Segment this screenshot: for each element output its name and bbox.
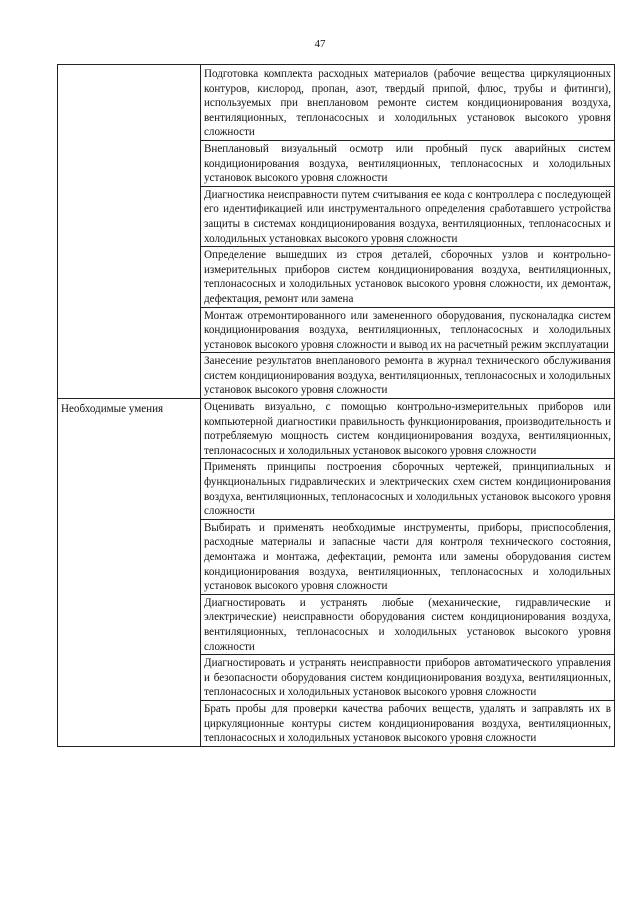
table-cell: Диагностировать и устранять неисправности приборов автоматического управления и безопасности оборудования систем кондиционирования воздуха, вентиляционных, теплонасосных и холодильных установок высокого уровня сложности xyxy=(201,655,615,701)
table-cell: Брать пробы для проверки качества рабочих веществ, удалять и заправлять их в циркуляционные контуры систем кондиционирования воздуха, вентиляционных, теплонасосных и холодильных установок высокого уровня сложности xyxy=(201,700,615,746)
table-row xyxy=(58,65,615,141)
table-cell: Применять принципы построения сборочных чертежей, принципиальных и функциональных гидравлических и электрических схем систем кондиционирования воздуха, вентиляционных, теплонасосных и холодильных установок высокого уровня сложности xyxy=(201,459,615,519)
page-number: 47 xyxy=(314,38,326,50)
table-cell: Оценивать визуально, с помощью контрольно-измерительных приборов или компьютерной диагностики правильность функционирования, производительность и потребляемую мощность систем кондиционирования воздуха, вентиляционных, теплонасосных и холодильных установок высокого уровня сложности xyxy=(201,399,615,459)
row-label-cell xyxy=(58,65,201,399)
table-row xyxy=(58,399,615,459)
row-label xyxy=(61,66,197,68)
table-cell: Выбирать и применять необходимые инструменты, приборы, приспособления, расходные материалы и запасные части для контроля технического состояния, демонтажа и монтажа, дефектации, ремонта или замены оборудования систем кондиционирования воздуха, вентиляционных, теплонасосных и холодильных установок высокого уровня сложности xyxy=(201,519,615,594)
table-cell: Диагностика неисправности путем считывания ее кода с контроллера с последующей его идентификацией или инструментального определения сработавшего устройства защиты в системах кондиционирования воздуха, вентиляционных, теплонасосных и холодильных установках высокого уровня сложности xyxy=(201,186,615,246)
skills-table xyxy=(57,64,615,747)
table-cell: Определение вышедших из строя деталей, сборочных узлов и контрольно-измерительных приборов систем кондиционирования воздуха, вентиляционных, теплонасосных и холодильных установок высокого уровня сложности, их демонтаж, дефектация, ремонт или замена xyxy=(201,247,615,307)
row-label-required-skills: Необходимые умения xyxy=(61,403,164,416)
table-cell: Занесение результатов внепланового ремонта в журнал технического обслуживания систем кондиционирования воздуха, вентиляционных, теплонасосных и холодильных установок высокого уровня сложности xyxy=(201,353,615,399)
table-cell: Монтаж отремонтированного или замененного оборудования, пусконаладка систем кондиционирования воздуха, вентиляционных, теплонасосных и холодильных установок высокого уровня сложности и вывод их на расчетный режим эксплуатации xyxy=(201,307,615,353)
table-cell: Подготовка комплекта расходных материалов (рабочие вещества циркуляционных контуров, кислород, пропан, азот, твердый припой, флюс, трубы и фитинги), используемых при внеплановом ремонте систем кондиционирования воздуха, вентиляционных, теплонасосных и холодильных установок высокого уровня сложности xyxy=(201,65,615,141)
table-cell: Внеплановый визуальный осмотр или пробный пуск аварийных систем кондиционирования воздуха, вентиляционных, теплонасосных и холодильных установок высокого уровня сложности xyxy=(201,140,615,186)
table-cell: Диагностировать и устранять любые (механические, гидравлические и электрические) неисправности оборудования систем кондиционирования воздуха, вентиляционных, теплонасосных и холодильных установок высокого уровня сложности xyxy=(201,594,615,654)
row-label-cell xyxy=(58,399,201,747)
